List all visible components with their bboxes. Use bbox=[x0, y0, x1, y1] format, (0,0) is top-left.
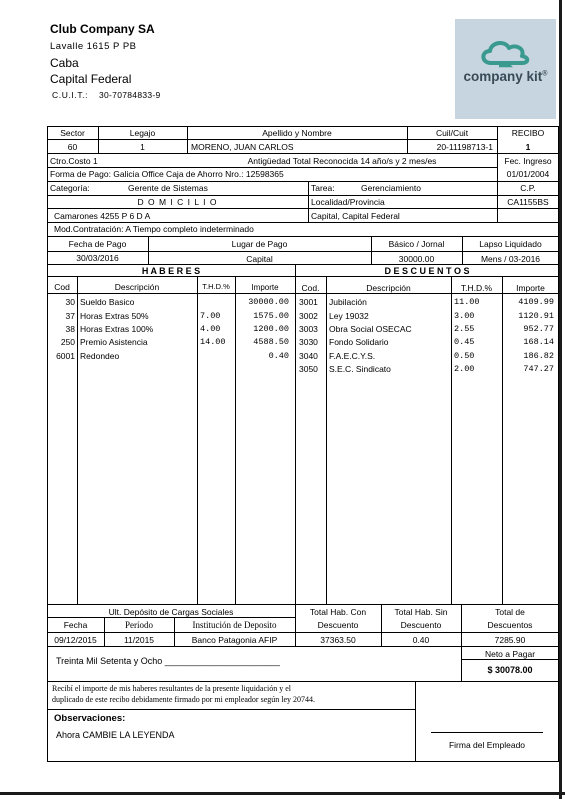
hire-date-label: Fec. Ingreso bbox=[504, 156, 552, 166]
earnings-desc: Sueldo Basico bbox=[80, 297, 135, 307]
company-cuit: 30-70784833-9 bbox=[99, 90, 161, 100]
seniority: Antigüedad Total Reconocida 14 año/s y 2 mes/es bbox=[247, 156, 437, 166]
col-recibo-label: RECIBO bbox=[511, 128, 545, 138]
last-deposit-label: Ult. Depósito de Cargas Sociales bbox=[108, 607, 234, 617]
basic-salary: 30000.00 bbox=[398, 254, 435, 264]
deductions-desc: Fondo Solidario bbox=[329, 337, 389, 347]
settled-period: Mens / 03-2016 bbox=[480, 254, 541, 264]
deductions-thd: 2.55 bbox=[454, 324, 475, 334]
page-right-border bbox=[559, 0, 562, 799]
total-deductions-label-2: Descuentos bbox=[487, 620, 533, 630]
task: Gerenciamiento bbox=[361, 183, 422, 193]
postal-code: CA1155BS bbox=[507, 197, 549, 207]
earnings-importe: 1200.00 bbox=[253, 324, 289, 334]
earnings-cod: 37 bbox=[65, 311, 75, 321]
earnings-desc: Premio Asistencia bbox=[80, 337, 148, 347]
deductions-importe: 168.14 bbox=[523, 337, 554, 347]
employee-name: MORENO, JUAN CARLOS bbox=[191, 142, 294, 152]
deductions-thd: 11.00 bbox=[454, 297, 480, 307]
deposit-date: 09/12/2015 bbox=[54, 635, 97, 645]
deductions-desc: Ley 19032 bbox=[329, 311, 369, 321]
earnings-desc: Horas Extras 50% bbox=[80, 311, 149, 321]
task-label: Tarea: bbox=[311, 183, 335, 193]
earnings-importe: 0.40 bbox=[268, 351, 289, 361]
deposit-period-label: Período bbox=[125, 620, 153, 630]
col-sector-label: Sector bbox=[60, 128, 85, 138]
amount-in-words: Treinta Mil Setenta y Ocho _______________________ bbox=[56, 656, 280, 666]
earnings-cod: 6001 bbox=[56, 351, 75, 361]
deductions-thd: 0.50 bbox=[454, 351, 475, 361]
deductions-desc: Jubilación bbox=[329, 297, 367, 307]
earnings-thd: 4.00 bbox=[200, 324, 221, 334]
company-cuit-label: C.U.I.T.: bbox=[52, 90, 89, 100]
earnings-cod: 250 bbox=[60, 337, 75, 347]
deductions-col-importe: Importe bbox=[516, 283, 545, 293]
earnings-desc: Horas Extras 100% bbox=[80, 324, 154, 334]
deposit-institution: Banco Patagonia AFIP bbox=[191, 635, 278, 645]
deductions-cod: 3002 bbox=[299, 311, 318, 321]
logo-registered-mark: ® bbox=[542, 70, 548, 78]
deductions-cod: 3040 bbox=[299, 351, 318, 361]
deductions-importe: 1120.91 bbox=[518, 311, 554, 321]
locality-label: Localidad/Provincia bbox=[311, 197, 385, 207]
earnings-importe: 30000.00 bbox=[248, 297, 289, 307]
company-address: Lavalle 1615 P PB bbox=[50, 41, 137, 52]
deductions-cod: 3030 bbox=[299, 337, 318, 347]
deposit-date-label: Fecha bbox=[63, 620, 88, 630]
deposit-institution-label: Institución de Deposito bbox=[192, 620, 277, 630]
deductions-thd: 2.00 bbox=[454, 364, 475, 374]
net-pay-label: Neto a Pagar bbox=[484, 649, 536, 659]
col-name-label: Apellido y Nombre bbox=[262, 128, 332, 138]
earnings-cod: 30 bbox=[65, 297, 75, 307]
observations-label: Observaciones: bbox=[54, 713, 126, 724]
earnings-col-importe: Importe bbox=[251, 283, 279, 292]
total-with-deduction: 37363.50 bbox=[320, 635, 356, 645]
company-province: Capital Federal bbox=[50, 72, 132, 86]
observations: Ahora CAMBIE LA LEYENDA bbox=[56, 730, 175, 740]
total-with-deduction-label-1: Total Hab. Con bbox=[309, 607, 367, 617]
address: Camarones 4255 P 6 D A bbox=[54, 211, 151, 221]
deductions-desc: F.A.E.C.Y.S. bbox=[329, 351, 376, 361]
deductions-title: D E S C U E N T O S bbox=[384, 266, 470, 276]
total-with-deduction-label-2: Descuento bbox=[317, 620, 359, 630]
contract-type: Mod.Contratación: A Tiempo completo indeterminado bbox=[54, 224, 254, 234]
deductions-cod: 3050 bbox=[299, 364, 318, 374]
settled-period-label: Lapso Liquidado bbox=[479, 239, 542, 249]
receipt-number: 1 bbox=[525, 142, 531, 152]
total-deductions: 7285.90 bbox=[494, 635, 526, 645]
receipt-statement-line-1: Recibí el importe de mis haberes resultantes de la presente liquidación y el bbox=[52, 684, 292, 693]
employee-legajo: 1 bbox=[140, 142, 145, 152]
address-label: D O M I C I L I O bbox=[137, 197, 218, 207]
page-bottom-border bbox=[0, 792, 565, 795]
col-legajo-label: Legajo bbox=[129, 128, 156, 138]
total-without-deduction: 0.40 bbox=[412, 635, 430, 645]
deductions-thd: 3.00 bbox=[454, 311, 475, 321]
deductions-cod: 3003 bbox=[299, 324, 318, 334]
deductions-desc: S.E.C. Sindicato bbox=[329, 364, 391, 374]
company-name: Club Company SA bbox=[50, 22, 155, 36]
payment-date-label: Fecha de Pago bbox=[68, 239, 127, 249]
logo-wordmark: company kit bbox=[463, 69, 543, 84]
logo-text bbox=[455, 69, 556, 84]
total-deductions-label-1: Total de bbox=[495, 607, 525, 617]
earnings-col-thd: T.H.D.% bbox=[202, 282, 230, 291]
net-pay: $ 30078.00 bbox=[487, 665, 533, 675]
earnings-cod: 38 bbox=[65, 324, 75, 334]
employee-sector: 60 bbox=[67, 142, 78, 152]
payment-place: Capital bbox=[246, 254, 273, 264]
total-without-deduction-label-1: Total Hab. Sin bbox=[394, 607, 448, 617]
payment-method: Forma de Pago: Galicia Office Caja de Ahorro Nro.: 12598365 bbox=[50, 169, 284, 179]
col-cuil-label: Cuil/Cuit bbox=[435, 128, 469, 138]
earnings-importe: 4588.50 bbox=[253, 337, 289, 347]
employee-cuil: 20-11198713-1 bbox=[436, 142, 493, 152]
company-logo bbox=[455, 19, 556, 119]
earnings-thd: 14.00 bbox=[200, 337, 226, 347]
signature-line bbox=[431, 732, 543, 733]
hire-date: 01/01/2004 bbox=[506, 169, 550, 179]
category-label: Categoría: bbox=[50, 183, 90, 193]
payment-place-label: Lugar de Pago bbox=[231, 239, 288, 249]
receipt-statement-line-2: duplicado de este recibo debidamente firmado por mi empleador según ley 20744. bbox=[52, 695, 316, 704]
cost-center: Ctro.Costo 1 bbox=[50, 156, 98, 166]
deductions-col-thd: T.H.D.% bbox=[460, 283, 493, 293]
deposit-period: 11/2015 bbox=[123, 635, 155, 645]
earnings-thd: 7.00 bbox=[200, 311, 221, 321]
deductions-importe: 4109.99 bbox=[518, 297, 554, 307]
earnings-importe: 1575.00 bbox=[253, 311, 289, 321]
locality: Capital, Capital Federal bbox=[311, 211, 400, 221]
total-without-deduction-label-2: Descuento bbox=[400, 620, 442, 630]
earnings-col-desc: Descripción bbox=[114, 282, 160, 292]
postal-code-label: C.P. bbox=[520, 183, 536, 193]
earnings-desc: Redondeo bbox=[80, 351, 120, 361]
company-city: Caba bbox=[50, 56, 79, 70]
deductions-desc: Obra Social OSECAC bbox=[329, 324, 412, 334]
earnings-col-cod: Cod bbox=[54, 282, 70, 292]
category: Gerente de Sistemas bbox=[128, 183, 208, 193]
deductions-col-cod: Cod. bbox=[301, 283, 320, 293]
cloud-icon bbox=[477, 39, 533, 69]
earnings-title: H A B E R E S bbox=[141, 266, 201, 276]
payment-date: 30/03/2016 bbox=[76, 253, 119, 263]
deductions-col-desc: Descripción bbox=[366, 283, 411, 293]
deductions-importe: 952.77 bbox=[523, 324, 554, 334]
employee-signature-label: Firma del Empleado bbox=[448, 740, 526, 750]
deductions-cod: 3001 bbox=[299, 297, 318, 307]
deductions-thd: 0.45 bbox=[454, 337, 475, 347]
deductions-importe: 186.82 bbox=[523, 351, 554, 361]
basic-salary-label: Básico / Jornal bbox=[388, 239, 445, 249]
deductions-importe: 747.27 bbox=[523, 364, 554, 374]
